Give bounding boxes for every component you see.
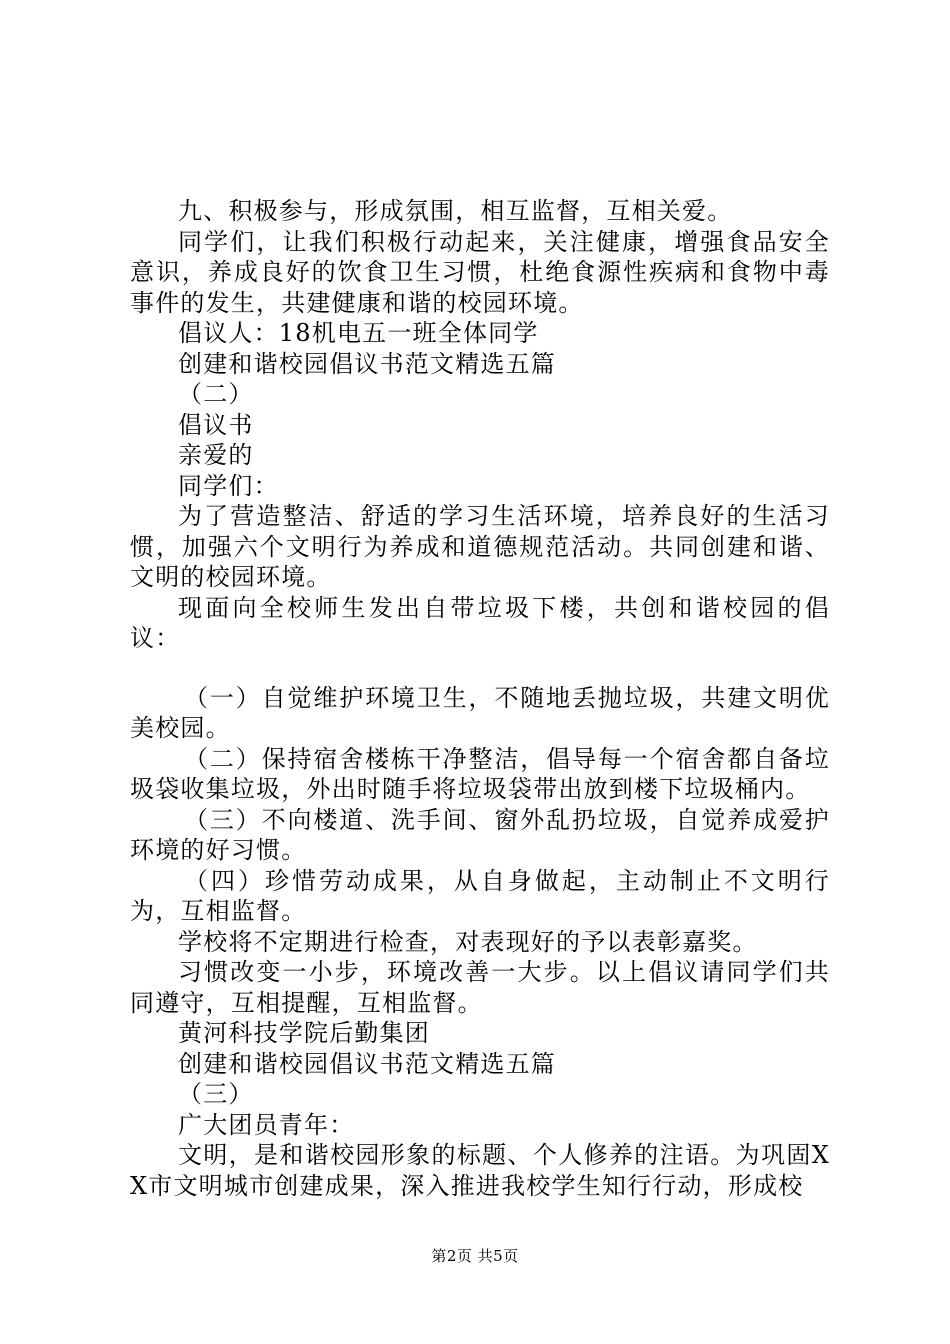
paragraph-issuer: 黄河科技学院后勤集团 — [178, 1019, 430, 1047]
section-title: 创建和谐校园倡议书范文精选五篇 — [178, 349, 556, 378]
section-title: 创建和谐校园倡议书范文精选五篇 — [178, 1049, 556, 1078]
section-number: （二） — [178, 380, 254, 408]
list-item-three: （三）不向楼道、洗手间、窗外乱扔垃圾，自觉养成爱护环境的好习惯。 — [130, 805, 830, 864]
list-item-one: （一）自觉维护环境卫生，不随地丢抛垃圾，共建文明优美校园。 — [130, 683, 830, 742]
list-item-four: （四）珍惜劳动成果，从自身做起，主动制止不文明行为，互相监督。 — [130, 866, 830, 925]
paragraph-signatory: 倡议人：18机电五一班全体同学 — [178, 319, 539, 347]
paragraph-item-nine: 九、积极参与，形成氛围，相互监督，互相关爱。 — [178, 197, 733, 225]
paragraph-announcement: 现面向全校师生发出自带垃圾下楼，共创和谐校园的倡议： — [130, 593, 830, 652]
page-footer: 第2页 共5页 — [431, 1247, 519, 1265]
paragraph-purpose: 为了营造整洁、舒适的学习生活环境，培养良好的生活习惯，加强六个文明行为养成和道德规范活动。共同创建和谐、文明的校园环境。 — [130, 502, 830, 591]
paragraph-inspection: 学校将不定期进行检查，对表现好的予以表彰嘉奖。 — [178, 927, 758, 956]
paragraph-civilization: 文明，是和谐校园形象的标题、个人修养的注语。为巩固XX市文明城市创建成果，深入推进我校学生知行行动，形成校 — [130, 1141, 830, 1200]
paragraph-habit: 习惯改变一小步，环境改善一大步。以上倡议请同学们共同遵守，互相提醒，互相监督。 — [130, 958, 830, 1017]
list-item-two: （二）保持宿舍楼栋干净整洁，倡导每一个宿舍都自备垃圾袋收集垃圾，外出时随手将垃圾袋带出放到楼下垃圾桶内。 — [130, 744, 830, 803]
section-number: （三） — [178, 1080, 254, 1108]
salutation-line-2: 同学们： — [178, 471, 279, 500]
proposal-heading: 倡议书 — [178, 410, 254, 439]
document-body — [130, 196, 830, 1201]
salutation-line-1: 亲爱的 — [178, 441, 254, 469]
salutation-line: 广大团员青年： — [178, 1110, 355, 1139]
paragraph-call-to-action: 同学们，让我们积极行动起来，关注健康，增强食品安全意识，养成良好的饮食卫生习惯，杜绝食源性疾病和食物中毒事件的发生，共建健康和谐的校园环境。 — [130, 227, 830, 317]
